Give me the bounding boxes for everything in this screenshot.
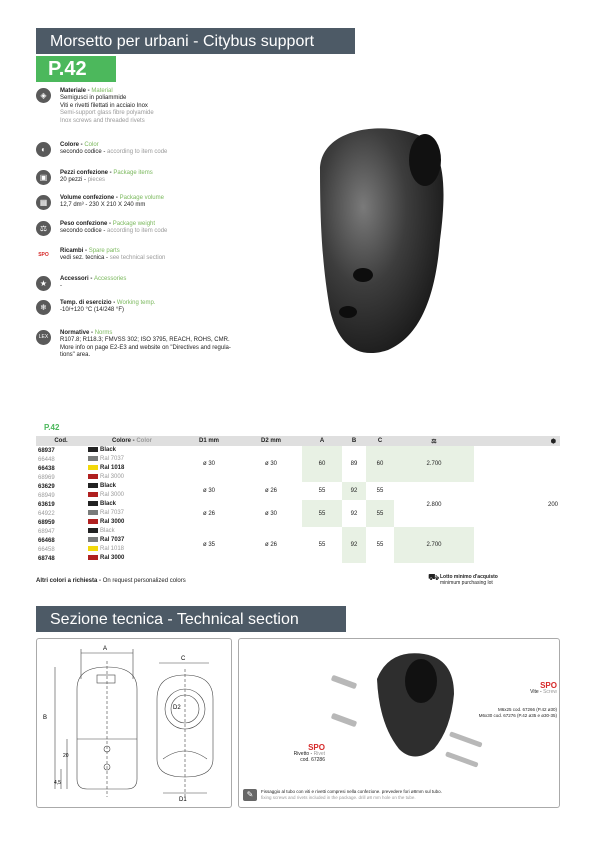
color-swatch (88, 555, 98, 560)
color-swatch (88, 537, 98, 542)
section-title: Sezione tecnica - Technical section (36, 606, 346, 632)
cell-d2: ø 30 (264, 510, 277, 517)
dim-label-c: C (181, 656, 186, 662)
product-table (36, 436, 560, 563)
lex-icon: LEX (36, 330, 51, 345)
screw-codes: M6x25 cod. 67266 (P.42 ø30) M6x30 cod. 67276 (P.42 ø35 e ø30-35) (478, 707, 557, 718)
dim-20: 20 (63, 753, 69, 759)
cell-color: Black (86, 527, 178, 536)
cell-code: 66448 (38, 456, 55, 463)
cell-color: Ral 3000 (86, 518, 178, 527)
cell-c: 60 (366, 446, 394, 482)
spec-item: ◐ Colore - Color secondo codice - according to item code (36, 142, 296, 157)
cell-code: 68937 (38, 447, 55, 454)
spec-item: LEX Normative - Norms R107.8; R118.3; FMVSS 302; ISO 3795, REACH, ROHS, CMR. More info on page E2-E3 and website on "Directives and regula- tions" area. (36, 330, 296, 360)
cell-code: 66468 (38, 537, 55, 544)
package-volume-icon: ▦ (36, 195, 51, 210)
cell-a: 55 (318, 488, 326, 494)
dim-label-b: B (43, 715, 48, 721)
exploded-view (238, 638, 560, 808)
spec-item: ⚖ Peso confezione - Package weight secondo codice - according to item code (36, 221, 296, 236)
cell-weight: 2.800 (426, 501, 442, 508)
cell-code: 68959 (38, 519, 55, 526)
color-icon: ◐ (36, 142, 51, 157)
spec-item: ◈ Materiale - Material Semigusci in poliammide Viti e rivetti filettati in acciaio Inox Semi-support glass fibre polyamide Inox screws and threaded rivets (36, 88, 296, 125)
drill-icon: ✎ (243, 789, 257, 801)
header-d1: D1 mm (178, 436, 240, 446)
cell-color: Ral 7037 (86, 536, 178, 545)
rivet-info: SPO Rivetto - Rivet cod. 67286 (285, 745, 325, 763)
weight-icon: ⚖ (36, 221, 51, 236)
minimum-lot-note: ⛟ Lotto minimo d'acquisto minimum purchasing lot (428, 572, 498, 586)
spec-item: ▦ Volume confezione - Package volume 12,7 dm³ - 230 X 210 X 240 mm (36, 195, 296, 210)
cell-code: 64922 (38, 510, 55, 517)
cell-pieces: 200 (547, 501, 558, 508)
other-colors-note: Altri colori a richiesta - On request personalized colors (36, 578, 186, 584)
temperature-icon: ❄ (36, 300, 51, 315)
cell-color: Ral 1018 (86, 464, 178, 473)
table-code: P.42 (44, 423, 60, 432)
material-icon: ◈ (36, 88, 51, 103)
cell-b: 92 (342, 527, 366, 563)
color-swatch (88, 483, 98, 488)
spare-parts-icon: SPO (38, 252, 49, 258)
cell-d1: ø 35 (202, 542, 215, 548)
cell-weight: 2.700 (394, 446, 474, 482)
technical-drawing (36, 638, 232, 808)
cell-color: Ral 7037 (86, 455, 178, 464)
cell-color: Black (86, 500, 178, 509)
dim-label-d2: D2 (173, 705, 181, 711)
header-c: C (366, 436, 394, 446)
color-swatch (88, 456, 98, 461)
cell-weight: 2.700 (394, 527, 474, 563)
cell-b: 92 (342, 482, 366, 500)
package-items-icon: ▣ (36, 170, 51, 185)
table-row (36, 446, 560, 455)
header-weight-icon: ⚖ (394, 436, 474, 446)
accessories-icon: ★ (36, 276, 51, 291)
cell-code: 63629 (38, 483, 55, 490)
product-code-badge: P.42 (36, 56, 116, 82)
cell-color: Black (86, 482, 178, 491)
fixing-note: Fissaggio al tubo con viti e rivetti compresi nella confezione. prevedere fori ø8mm sul tubo. fixing screws and rivets included in the package. drill ø8 mm hole on the tube. (261, 789, 442, 800)
color-swatch (88, 501, 98, 506)
color-swatch (88, 519, 98, 524)
cell-code: 68949 (38, 492, 55, 499)
dim-label-a: A (103, 646, 108, 652)
spec-item: SPO Ricambi - Spare parts vedi sez. tecnica - see technical section (36, 248, 296, 263)
cell-color: Ral 7037 (86, 509, 178, 518)
color-swatch (88, 465, 98, 470)
cell-b: 89 (350, 461, 358, 467)
spec-item: ▣ Pezzi confezione - Package items 20 pezzi - pieces (36, 170, 296, 185)
cell-d2: ø 26 (264, 542, 277, 548)
cell-d1: ø 30 (202, 488, 215, 494)
cell-c: 55 (376, 488, 384, 494)
cell-d2: ø 30 (264, 461, 277, 467)
cell-code: 63619 (38, 501, 55, 508)
cell-d1: ø 30 (202, 461, 215, 467)
page-title: Morsetto per urbani - Citybus support (36, 28, 355, 54)
dim-45: 4,5 (54, 780, 61, 786)
cell-color: Ral 1018 (86, 545, 178, 554)
header-pieces-icon: ⬢ (474, 436, 560, 446)
cell-color: Ral 3000 (86, 473, 178, 482)
screw-info: SPO Vite - Screw (497, 683, 557, 695)
cell-code: 66458 (38, 546, 55, 553)
color-swatch (88, 546, 98, 551)
color-swatch (88, 528, 98, 533)
lot-icon: ⛟ (428, 572, 440, 582)
color-swatch (88, 474, 98, 479)
header-d2: D2 mm (240, 436, 302, 446)
header-color: Colore - Color (86, 436, 178, 446)
cell-d2: ø 26 (264, 488, 277, 494)
cell-c: 55 (376, 542, 384, 548)
cell-a: 55 (318, 542, 326, 548)
cell-a: 55 (302, 500, 342, 527)
spec-item: ★ Accessori - Accessories - (36, 276, 296, 291)
cell-b: 92 (350, 510, 358, 517)
spec-item: ❄ Temp. di esercizio - Working temp. -10/+120 °C (14/248 °F) (36, 300, 296, 315)
cell-color: Black (86, 446, 178, 455)
cell-code: 66438 (38, 465, 55, 472)
dim-label-d1: D1 (179, 797, 187, 803)
header-b: B (342, 436, 366, 446)
cell-d1: ø 26 (202, 510, 215, 517)
header-cod: Cod. (36, 436, 86, 446)
cell-c: 55 (366, 500, 394, 527)
color-swatch (88, 447, 98, 452)
cell-color: Ral 3000 (86, 554, 178, 563)
product-image (308, 120, 448, 360)
color-swatch (88, 510, 98, 515)
cell-color: Ral 3000 (86, 491, 178, 500)
color-swatch (88, 492, 98, 497)
cell-code: 68947 (38, 528, 55, 535)
screw-spo-label: SPO (540, 681, 557, 690)
cell-code: 68748 (38, 555, 55, 562)
cell-a: 60 (302, 446, 342, 482)
header-a: A (302, 436, 342, 446)
rivet-spo-label: SPO (308, 743, 325, 752)
cell-code: 68969 (38, 474, 55, 481)
